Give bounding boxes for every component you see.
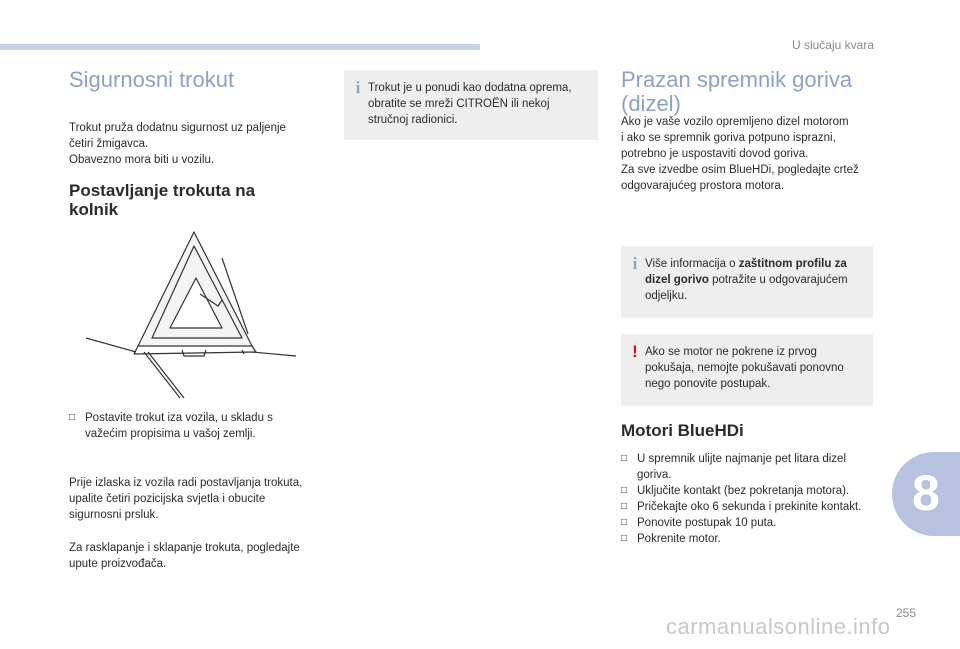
- list-item: □ Postavite trokut iza vozila, u skladu s važećim propisima u vašoj zemlji.: [69, 412, 273, 440]
- info-note-text: Trokut je u ponudi kao dodatna oprema, obratite se mreži CITROËN ili nekoj stručnoj radionici.: [368, 82, 572, 126]
- watermark: carmanualsonline.info: [666, 614, 891, 639]
- square-bullet-icon: □: [621, 485, 628, 496]
- triangle-paragraph-1: Prije izlaska iz vozila radi postavljanja trokuta, upalite četiri pozicijska svjetla i obucite sigurnosni prsluk.: [69, 477, 303, 521]
- section-title-triangle: Sigurnosni trokut: [69, 67, 235, 92]
- list-item: □ Ponovite postupak 10 puta.: [621, 517, 777, 529]
- triangle-paragraph-2: Za rasklapanje i sklapanje trokuta, pogledajte upute proizvođača.: [69, 542, 300, 570]
- triangle-bullet-list: [69, 410, 309, 442]
- info-icon: i: [632, 254, 638, 273]
- list-item: □ Pokrenite motor.: [621, 533, 721, 545]
- square-bullet-icon: □: [621, 501, 628, 512]
- empty-tank-intro: Ako je vaše vozilo opremljeno dizel motorom i ako se spremnik goriva potpuno isprazni, potrebno je uspostaviti dovod goriva. Za sve izvedbe osim BlueHDi, pogledajte crtež odgovarajućeg prostora motora.: [621, 116, 859, 192]
- triangle-intro: Trokut pruža dodatnu sigurnost uz paljenje četiri žmigavca. Obavezno mora biti u vozilu.: [69, 122, 286, 166]
- section-tab: [892, 452, 960, 536]
- page-number: 255: [895, 606, 916, 620]
- square-bullet-icon: □: [621, 533, 628, 544]
- list-item: □ Pričekajte oko 6 sekunda i prekinite kontakt.: [621, 501, 862, 513]
- section-title-empty-tank: Prazan spremnik goriva (dizel): [621, 67, 853, 116]
- section-number: 8: [912, 465, 940, 521]
- warning-icon: !: [632, 342, 638, 361]
- list-item: □ Uključite kontakt (bez pokretanja motora).: [621, 485, 850, 497]
- bluehdi-steps-list: [621, 451, 879, 547]
- warning-note-engine: [621, 334, 873, 406]
- info-note-bold: zaštitnom profilu za dizel gorivo: [645, 258, 847, 286]
- square-bullet-icon: □: [69, 412, 76, 423]
- warning-note-text: Ako se motor ne pokrene iz prvog pokušaja, nemojte pokušavati ponovno nego ponovite postupak.: [645, 346, 844, 390]
- square-bullet-icon: □: [621, 453, 628, 464]
- top-bar: [0, 44, 480, 50]
- list-item: □ U spremnik ulijte najmanje pet litara dizel goriva.: [621, 453, 847, 481]
- info-note-triangle: [344, 70, 598, 140]
- warning-triangle-illustration: [72, 228, 312, 408]
- info-icon: i: [355, 78, 361, 97]
- subtitle-placing-triangle: Postavljanje trokuta na kolnik: [69, 181, 256, 220]
- chapter-title: U slučaju kvara: [791, 38, 874, 52]
- subtitle-bluehdi: Motori BlueHDi: [621, 421, 744, 440]
- info-note-diesel-profile: i Više informacija o zaštitnom profilu za dizel gorivo potražite u odgovarajućem odjeljku.: [621, 246, 873, 318]
- square-bullet-icon: □: [621, 517, 628, 528]
